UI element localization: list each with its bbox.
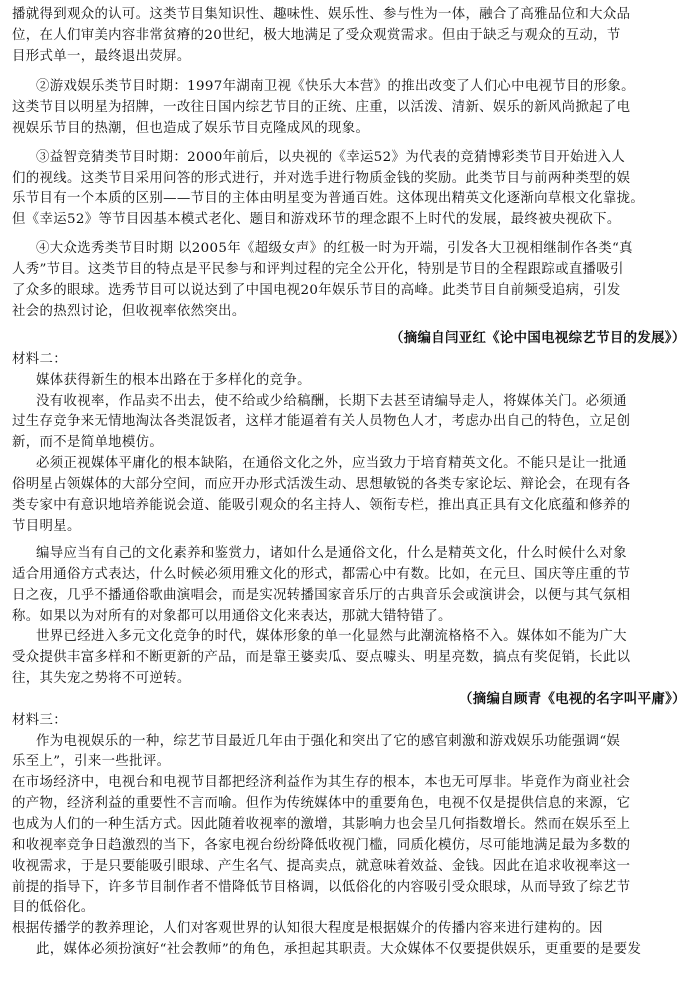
text-line: 人秀”节目。这类节目的特点是平民参与和评判过程的完全公开化，特别是节目的全程跟踪或直播吸引 xyxy=(12,262,624,278)
text-line: 们的视线。这类节目采用问答的形式进行，并对选手进行物质金钱的奖励。此类节目与前两种类型的娱 xyxy=(12,170,631,186)
source-citation: （摘编自闫亚红《论中国电视综艺节目的发展》） xyxy=(390,331,686,346)
text-line: 根据传播学的教养理论，人们对客观世界的认知很大程度是根据媒介的传播内容来进行建构的。因 xyxy=(12,921,603,937)
text-line: 乐至上”，引来一些批评。 xyxy=(12,754,171,770)
text-line: ②游戏娱乐类节目时期：1997年湖南卫视《快乐大本营》的推出改变了人们心中电视节目的形象。 xyxy=(36,79,635,95)
text-line: 新，而不是简单地模仿。 xyxy=(12,435,164,451)
text-line: 没有收视率，作品卖不出去，使不给或少给稿酬，长期下去甚至请编导走人，将媒体关门。必须通 xyxy=(36,393,627,409)
text-line: 但《幸运52》等节目因基本模式老化、题目和游戏环节的理念跟不上时代的发展，最终被央视砍下。 xyxy=(12,212,621,228)
text-line: 播就得到观众的认可。这类节目集知识性、趣味性、娱乐性、参与性为一体，融合了高雅品位和大众品 xyxy=(12,7,631,22)
text-line: 目形式单一，最终退出荧屏。 xyxy=(12,48,191,64)
text-line: 视娱乐节目的热潮，但也造成了娱乐节目克隆成风的现象。 xyxy=(12,120,370,136)
text-line: 必须正视媒体平庸化的根本缺陷，在通俗文化之外，应当致力于培育精英文化。不能只是让一批通 xyxy=(36,456,627,472)
text-line: 的产物，经济利益的重要性不言而喻。但作为传统媒体中的重要角色，电视不仅是提供信息的来源，它 xyxy=(12,796,631,812)
text-line: 媒体获得新生的根本出路在于多样化的竞争。 xyxy=(36,372,311,388)
text-line: 编导应当有自己的文化素养和鉴赏力，诸如什么是通俗文化，什么是精英文化，什么时候什么对象 xyxy=(36,545,627,561)
text-line: 日之夜，几乎不播通俗歌曲演唱会，而是实况转播国家音乐厅的古典音乐会或演讲会，以便与其气氛相 xyxy=(12,587,631,603)
text-line: 此，媒体必须扮演好“社会教师”的角色，承担起其职责。大众媒体不仅要提供娱乐，更重要的是要发 xyxy=(36,942,642,958)
text-line: 作为电视娱乐的一种，综艺节目最近几年由于强化和突出了它的感官刺激和游戏娱乐功能强调“娱 xyxy=(36,733,621,749)
text-line: 乐节目有一个本质的区别——节目的主体由明星变为普通百姓。这体现出精英文化逐渐向草根文化靠拢。 xyxy=(12,191,645,207)
section-heading: 材料二： xyxy=(12,351,67,367)
text-line: 前提的指导下，许多节目制作者不惜降低节目格调，以低俗化的内容吸引受众眼球，从而导致了综艺节 xyxy=(12,879,631,895)
text-line: 适合用通俗方式表达，什么时候必须用雅文化的形式，都需心中有数。比如，在元旦、国庆等庄重的节 xyxy=(12,566,631,582)
text-line: 世界已经进入多元文化竞争的时代，媒体形象的单一化显然与此潮流格格不入。媒体如不能为广大 xyxy=(36,629,627,645)
text-line: 俗明星占领媒体的大部分空间，而应开办形式活泼生动、思想敏锐的各类专家论坛、辩论会，在现有各 xyxy=(12,476,631,492)
text-line: ④大众选秀类节目时期 以2005年《超级女声》的红极一时为开端，引发各大卫视相继制作各类“真 xyxy=(36,241,633,257)
text-line: 了众多的眼球。选秀节目可以说达到了中国电视20年娱乐节目的高峰。此类节目自前频受追病，引发 xyxy=(12,282,621,298)
text-line: 过生存竞争来无情地淘汰各类混饭者，这样才能逼着有关人员物色人才，考虑办出自己的特色，立足创 xyxy=(12,414,631,430)
source-citation: （摘编自顾青《电视的名字叫平庸》） xyxy=(459,691,686,707)
text-line: 称。如果以为对所有的对象都可以用通俗文化来表达，那就大错特错了。 xyxy=(12,608,452,624)
text-line: 这类节目以明星为招牌，一改往日国内综艺节目的正统、庄重，以活泼、清新、娱乐的新风尚掀起了电 xyxy=(12,100,631,116)
text-line: 目的低俗化。 xyxy=(12,900,95,916)
text-line: 在市场经济中，电视台和电视节目都把经济利益作为其生存的根本，本也无可厚非。毕竟作为商业社会 xyxy=(12,775,631,791)
text-line: 位，在人们审美内容非常贫瘠的20世纪，极大地满足了受众观赏需求。但由于缺乏与观众的互动，节 xyxy=(12,27,621,43)
text-line: 也成为人们的一种生活方式。因此随着收视率的激增，其影响力也会呈几何指数增长。然而在娱乐至上 xyxy=(12,817,631,833)
text-line: 受众提供丰富多样和不断更新的产品，而是靠王婆卖瓜、耍点噱头、明星亮数，搞点有奖促销，长此以 xyxy=(12,650,631,666)
text-line: 收视需求，于是只要能吸引眼球、产生名气、提高卖点，就意味着效益、金钱。因此在追求收视率这一 xyxy=(12,858,631,874)
text-line: 和收视率竞争日趋激烈的当下，各家电视台纷纷降低收视门槛，同质化模仿，尽可能地满足最为多数的 xyxy=(12,837,631,853)
section-heading: 材料三： xyxy=(12,712,67,728)
text-line: 节目明星。 xyxy=(12,518,81,534)
text-line: 往，其失宠之势将不可逆转。 xyxy=(12,671,191,687)
text-line: 社会的热烈讨论，但收视率依然突出。 xyxy=(12,303,246,319)
text-line: 类专家中有意识地培养能说会道、能吸引观众的名主持人、领衔专栏，推出真正具有文化底蕴和修养的 xyxy=(12,497,631,513)
text-line: ③益智竞猜类节目时期：2000年前后，以央视的《幸运52》为代表的竞猜博彩类节目开始进入人 xyxy=(36,149,626,165)
